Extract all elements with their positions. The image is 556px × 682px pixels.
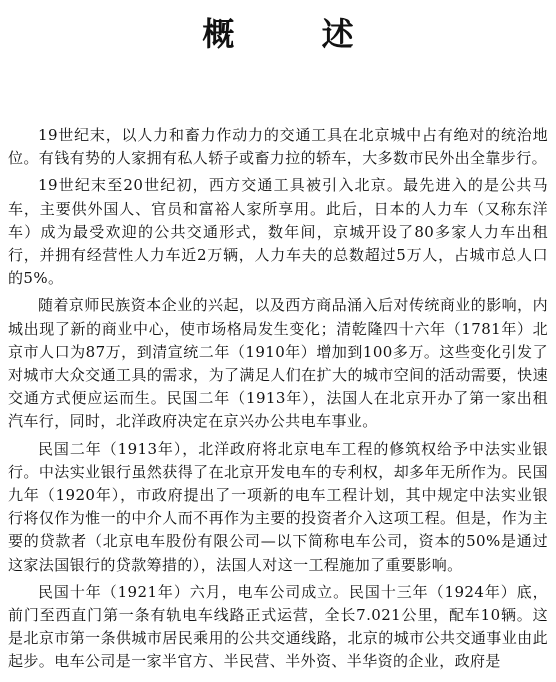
paragraph-1: 19世纪末，以人力和畜力作动力的交通工具在北京城中占有绝对的统治地位。有钱有势的人家拥有私人轿子或畜力拉的轿车，大多数市民外出全靠步行。 bbox=[8, 126, 548, 168]
paragraph-3: 随着京师民族资本企业的兴起，以及西方商品涌入后对传统商业的影响，内城出现了新的商业中心，使市场格局发生变化；清乾隆四十六年（1781年）北京市人口为87万，到清宣统二年（1910年）增加到100多万。这些变化引发了对城市大众交通工具的需求，为了满足人们在扩大的城市空间的活动需要，快速交通方式便应运而生。民国二年（1913年），法国人在北京开办了第一家出租汽车行，同时，北洋政府决定在京兴办公共电车事业。 bbox=[8, 296, 548, 431]
paragraph-2: 19世纪末至20世纪初，西方交通工具被引入北京。最先进入的是公共马车，主要供外国人、官员和富裕人家所享用。此后，日本的人力车（又称东洋车）成为最受欢迎的公共交通形式，数年间，京城开设了80多家人力车出租行，并拥有经营性人力车近2万辆，人力车夫的总数超过5万人，占城市总人口的5%。 bbox=[8, 176, 548, 288]
paragraph-5: 民国十年（1921年）六月，电车公司成立。民国十三年（1924年）底，前门至西直门第一条有轨电车线路正式运营，全长7.021公里，配车10辆。这是北京市第一条供城市居民乘用的公共交通线路，北京的城市公共交通事业由此起步。电车公司是一家半官方、半民营、半外资、半华资的企业，政府是 bbox=[8, 582, 548, 671]
page-title: 概 述 bbox=[202, 15, 392, 53]
paragraph-4: 民国二年（1913年），北洋政府将北京电车工程的修筑权给予中法实业银行。中法实业银行虽然获得了在北京开发电车的专利权，却多年无所作为。民国九年（1920年），市政府提出了一项新的电车工程计划，其中规定中法实业银行将仅作为惟一的中介人而不再作为主要的投资者介入这项工程。但是，作为主要的贷款者（北京电车股份有限公司—以下简称电车公司，资本的50%是通过这家法国银行的贷款筹措的），法国人对这一工程施加了重要影响。 bbox=[8, 439, 548, 574]
